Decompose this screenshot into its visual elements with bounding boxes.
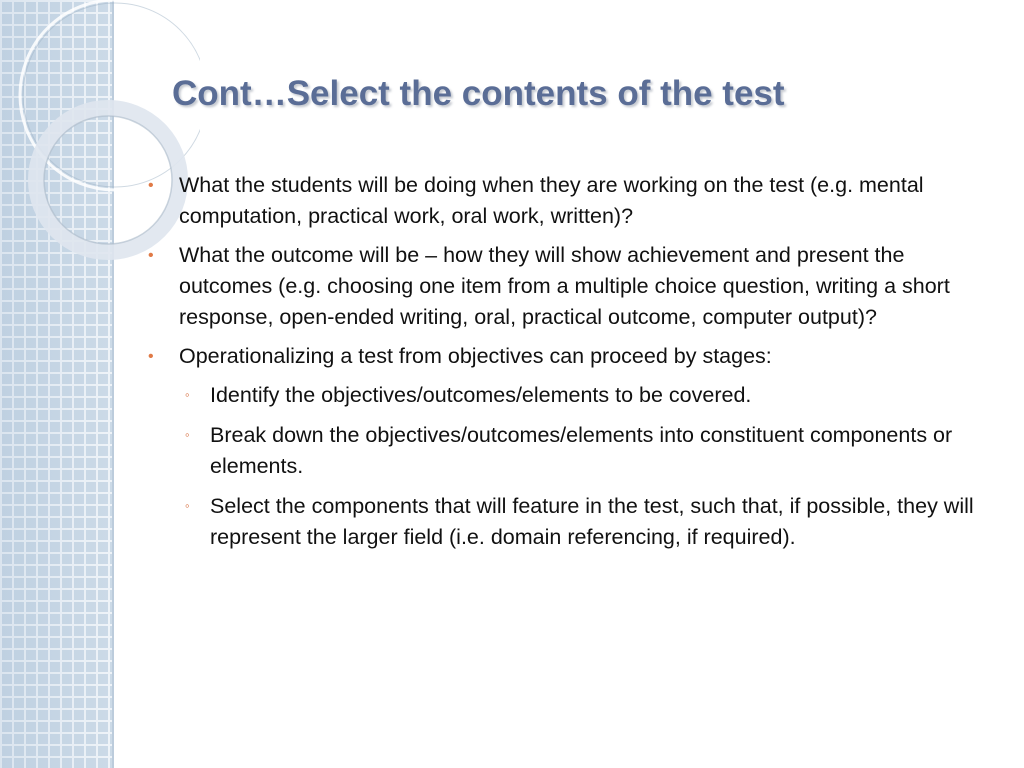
bullet-icon: • [148,247,154,264]
bullet-item [146,170,996,232]
sub-bullet-icon: ◦ [185,498,190,513]
bullet-icon: • [148,177,154,194]
sub-bullet-text: Select the components that will feature in the test, such that, if possible, they will represent the larger field (i.e. domain referencing, if required). [210,494,974,549]
slide-body [146,170,996,562]
slide-title: Cont…Select the contents of the test [172,74,785,113]
bullet-item [146,341,996,553]
sub-bullet-list [179,380,996,553]
bullet-text: What the students will be doing when they are working on the test (e.g. mental computation, practical work, oral work, written)? [179,173,924,228]
sub-bullet-item [179,491,996,553]
sub-bullet-icon: ◦ [185,387,190,402]
sub-bullet-text: Identify the objectives/outcomes/elements to be covered. [210,383,752,407]
bullet-item [146,240,996,333]
sub-bullet-text: Break down the objectives/outcomes/elements into constituent components or elements. [210,423,953,478]
bullet-list [146,170,996,553]
bullet-text: What the outcome will be – how they will show achievement and present the outcomes (e.g. choosing one item from a multiple choice question, writing a short response, open-ended writing, oral, practical outcome, computer output)? [179,243,950,329]
bullet-text: Operationalizing a test from objectives can proceed by stages: [179,344,772,368]
sub-bullet-icon: ◦ [185,427,190,442]
sub-bullet-item [179,380,996,411]
sub-bullet-item [179,420,996,482]
bullet-icon: • [148,348,154,365]
